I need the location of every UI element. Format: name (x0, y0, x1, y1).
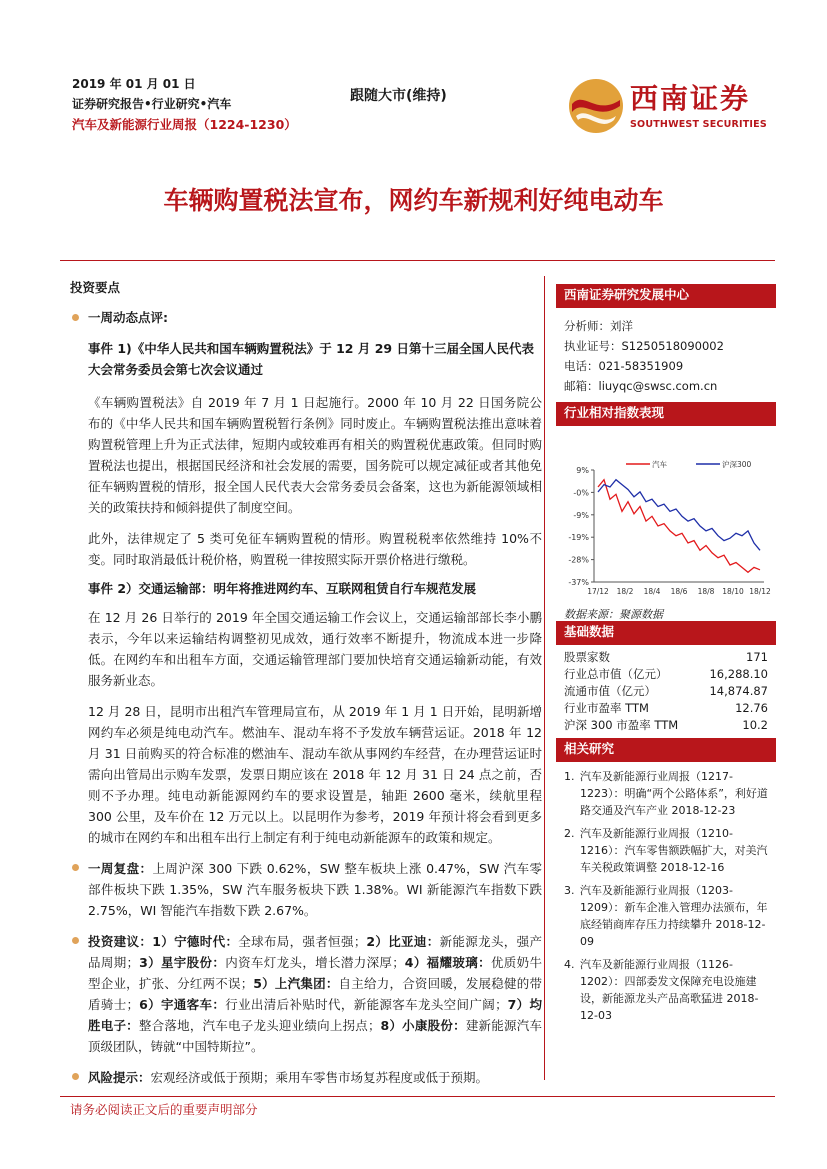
related-research-item[interactable] (556, 825, 776, 876)
weekly-market-bullet (70, 858, 542, 921)
related-research-item[interactable] (556, 882, 776, 950)
event2-paragraph-2: 12 月 28 日，昆明市出租汽车管理局宣布，从 2019 年 1 月 1 日开始，昆明新增网约车必须是纯电动汽车。燃油车、混动车将不予发放车辆营运证。2018 年 12 月 31 日前购买的符合标准的燃油车、混动车欲从事网约车经营，在办理营运证时需向出管局出示购车发票，发票日期应该在 2018 年 12 月 31 日 24 点之前，否则不予办理。纯电动新能源网约车的要求设置是，轴距 2600 毫米，续航里程 300 公里，及车价在 12 万元以上。以昆明作为参考，2019 年预计将会看到更多的城市在网约车和出租车出行上制定有利于纯电动新能源车的政策和规定。 (88, 704, 542, 845)
basic-data-value: 14,874.87 (709, 684, 768, 698)
chart-x-tick-label: 18/2 (616, 587, 634, 596)
related-item-number: 3. (564, 884, 575, 897)
advice-stock-name: 5）上汽集团： (253, 976, 339, 991)
logo-name-en: SOUTHWEST SECURITIES (630, 119, 767, 130)
basic-data-value: 10.2 (742, 718, 768, 732)
related-research-panel (556, 738, 776, 1030)
advice-stock-name: 8）小康股份： (380, 1018, 466, 1033)
basic-data-row (556, 649, 776, 666)
advice-stock-desc: 优质奶牛型企业，扩张、分红两不误； (88, 955, 542, 991)
review-text: 上周沪深 300 下跌 0.62%，SW 整车板块上涨 0.47%，SW 汽车零部件板块下跌 1.35%，SW 汽车服务板块下跌 1.38%。WI 新能源汽车指数下跌 2.75%，WI 智能汽车指数下跌 2.67%。 (88, 861, 542, 918)
footer-disclaimer: 请务必阅读正文后的重要声明部分 (70, 1102, 258, 1117)
chart-source: 数据来源：聚源数据 (564, 608, 663, 621)
chart-x-tick-label: 18/8 (697, 587, 715, 596)
advice-stock-name: 6）宇通客车： (139, 997, 226, 1012)
chart-y-tick-label: 9% (576, 466, 589, 475)
basic-data-key: 股票家数 (564, 650, 610, 664)
chart-legend-label: 汽车 (652, 460, 667, 469)
advice-title: 投资建议： (88, 934, 153, 949)
bullet-dot-icon (72, 864, 79, 871)
basic-data-value: 12.76 (735, 701, 768, 715)
analyst-panel (556, 284, 776, 396)
main-content (70, 278, 542, 1088)
event1-paragraph-2: 此外，法律规定了 5 类可免征车辆购置税的情形。购置税税率依然维持 10%不变。同时取消最低计税价格，购置税一律按照实际开票价格进行缴税。 (88, 531, 542, 567)
event2-title: 事件 2）交通运输部：明年将推进网约车、互联网租赁自行车规范发展 (88, 581, 477, 596)
advice-stock-name: 1）宁德时代： (152, 934, 239, 949)
related-item-number: 1. (564, 770, 575, 783)
advice-stock-desc: 内资车灯龙头，增长潜力深厚； (225, 955, 405, 970)
email-address[interactable]: 邮箱：liuyqc@swsc.com.cn (564, 379, 718, 393)
advice-stock-desc: 全球布局，强者恒强； (238, 934, 367, 949)
chart-y-tick-label: -28% (568, 555, 589, 565)
header-divider (60, 260, 775, 261)
advice-stock-name: 7）均胜电子： (88, 997, 542, 1033)
chart-x-tick-label: 18/6 (670, 587, 688, 596)
basic-data-value: 16,288.10 (709, 667, 768, 681)
phone-number: 电话：021-58351909 (564, 359, 684, 373)
page-title: 车辆购置税法宣布，网约车新规利好纯电动车 (163, 186, 664, 215)
chart-y-tick-label: -37% (568, 578, 589, 587)
report-name: 汽车及新能源行业周报（1224-1230） (72, 117, 297, 132)
basic-data-row (556, 666, 776, 683)
advice-stock-desc: 建新能源汽车顶级团队，铸就“中国特斯拉”。 (88, 1018, 542, 1054)
basic-data-row (556, 683, 776, 700)
review-title: 一周复盘： (88, 861, 153, 876)
advice-stock-desc: 自主给力，合资回暖，发展稳健的带盾骑士； (88, 976, 542, 1012)
basic-data-key: 流通市值（亿元） (564, 684, 656, 698)
basic-data-list (556, 649, 776, 734)
risk-bullet (70, 1067, 542, 1088)
basic-data-value: 171 (746, 650, 768, 664)
risk-title: 风险提示： (88, 1070, 151, 1085)
column-divider (544, 276, 545, 1080)
license-number: 执业证号：S1250518090002 (564, 339, 724, 353)
related-item-number: 2. (564, 827, 575, 840)
event2-paragraph-1: 在 12 月 26 日举行的 2019 年全国交通运输工作会议上，交通运输部部长李小鹏表示，今年以来运输结构调整初见成效，通行效率不断提升，物流成本进一步降低。在网约车和出租车方面，交通运输管理部门要加快培育交通运输新动能，有效服务新业态。 (88, 610, 542, 688)
analyst-name: 分析师：刘洋 (564, 319, 633, 333)
basic-data-key: 沪深 300 市盈率 TTM (564, 718, 679, 732)
basic-data-key: 行业总市值（亿元） (564, 667, 668, 681)
investment-advice-bullet (70, 931, 542, 1057)
related-item-text: 汽车及新能源行业周报（1126-1202）：四部委发文保障充电设施建设，新能源龙头产品高歌猛进 2018-12-03 (580, 958, 759, 1022)
research-center-title: 西南证券研究发展中心 (556, 284, 776, 308)
advice-stock-name: 4）福耀玻璃： (404, 955, 491, 970)
basic-data-row (556, 700, 776, 717)
chart-x-tick-label: 18/4 (643, 587, 661, 596)
chart-title: 行业相对指数表现 (556, 402, 776, 426)
advice-stock-name: 3）星宇股份： (139, 955, 226, 970)
company-logo (566, 76, 766, 136)
chart-y-tick-label: -0% (573, 488, 589, 498)
chart-x-tick-label: 17/12 (587, 587, 609, 596)
bullet-dot-icon (72, 1073, 79, 1080)
bullet-dot-icon (72, 937, 79, 944)
basic-data-key: 行业市盈率 TTM (564, 701, 649, 715)
rating-label: 跟随大市(维持) (350, 88, 447, 104)
header-info (72, 74, 372, 136)
basic-data-panel (556, 621, 776, 734)
advice-stock-desc: 新能源龙头，强产品周期； (88, 934, 542, 970)
chart-y-tick-label: -9% (573, 510, 589, 520)
related-item-text: 汽车及新能源行业周报（1203-1209）：新车企准入管理办法颁布，年底经销商库存压力持续攀升 2018-12-09 (580, 884, 768, 948)
related-research-list (556, 768, 776, 1024)
basic-data-row (556, 717, 776, 734)
section-title: 投资要点 (70, 280, 121, 295)
risk-text: 宏观经济或低于预期；乘用车零售市场复苏程度或低于预期。 (150, 1070, 489, 1085)
bullet-title: 一周动态点评: (88, 310, 168, 325)
advice-stock-desc: 行业出清后补贴时代，新能源客车龙头空间广阔； (225, 997, 508, 1012)
event1-title: 事件 1)《中华人民共和国车辆购置税法》于 12 月 29 日第十三届全国人民代表大会常务委员会第七次会议通过 (88, 341, 534, 377)
bullet-dot-icon (72, 314, 79, 321)
related-research-item[interactable] (556, 956, 776, 1024)
relative-index-chart (556, 430, 776, 606)
logo-name-cn: 西南证券 (630, 82, 751, 115)
related-item-text: 汽车及新能源行业周报（1217-1223）：明确“两个公路体系”，利好道路交通及汽车产业 2018-12-23 (580, 770, 768, 817)
chart-x-tick-label: 18/10 (722, 587, 744, 596)
related-research-title: 相关研究 (556, 738, 776, 762)
basic-data-title: 基础数据 (556, 621, 776, 645)
weekly-review-bullet (70, 308, 542, 328)
report-category: 证券研究报告•行业研究•汽车 (72, 97, 232, 111)
chart-x-tick-label: 18/12 (749, 587, 771, 596)
advice-stock-name: 2）比亚迪： (366, 934, 440, 949)
logo-mark-icon (566, 76, 626, 136)
chart-legend-label: 沪深300 (722, 460, 752, 469)
advice-list (88, 934, 542, 1054)
report-date: 2019 年 01 月 01 日 (72, 77, 196, 91)
related-item-number: 4. (564, 958, 575, 971)
related-research-item[interactable] (556, 768, 776, 819)
index-chart-panel (556, 402, 776, 624)
event1-paragraph-1: 《车辆购置税法》自 2019 年 7 月 1 日起施行。2000 年 10 月 22 日国务院公布的《中华人民共和国车辆购置税暂行条例》同时废止。车辆购置税法推出意味着购置税管理上升为正式法律，短期内或较难再有相关的购置税优惠政策。但同时购置税法也提出，根据国民经济和社会发展的需要，国务院可以规定减征或者其他免征车辆购置税的情形，报全国人民代表大会常务委员会备案，这也为新能源领域相关的政策扶持和倾斜提供了制度空间。 (88, 395, 542, 515)
advice-stock-desc: 整合落地，汽车电子龙头迎业绩向上拐点； (138, 1018, 381, 1033)
chart-series-line-1 (598, 480, 760, 551)
footer-divider (60, 1096, 775, 1097)
related-item-text: 汽车及新能源行业周报（1210-1216）：汽车零售额跌幅扩大，对美汽车关税政策调整 2018-12-16 (580, 827, 768, 874)
chart-series-line-0 (598, 480, 760, 573)
chart-y-tick-label: -19% (568, 533, 589, 543)
